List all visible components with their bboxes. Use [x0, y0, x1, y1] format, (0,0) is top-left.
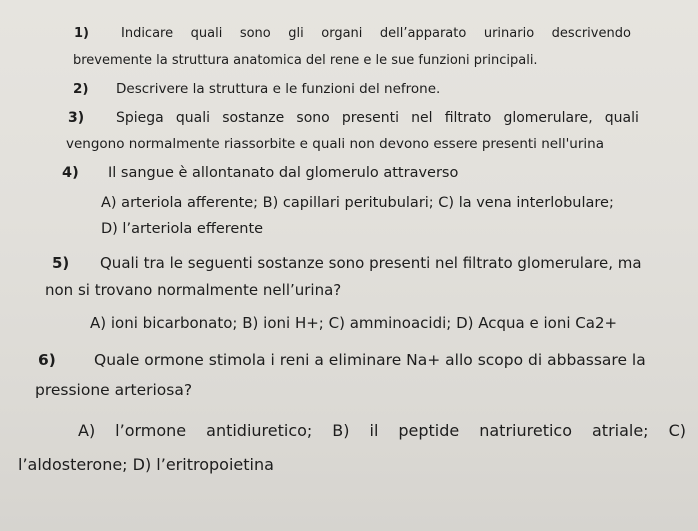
question-6-number: 6)	[38, 351, 56, 369]
q3-word: presenti	[341, 110, 399, 126]
question-5-options: A) ioni bicarbonato; B) ioni H+; C) amminoacidi; D) Acqua e ioni Ca2+	[90, 314, 618, 332]
q6-option-word: natriuretico	[479, 421, 572, 440]
q1-word: descrivendo	[551, 26, 631, 41]
q1-word: gli	[288, 26, 304, 41]
q3-word: glomerulare,	[503, 110, 593, 126]
q6-option-word: C)	[668, 421, 686, 440]
q1-word: sono	[239, 26, 271, 41]
q6-option-word: il	[369, 421, 379, 440]
q6-option-word: atriale;	[591, 421, 649, 440]
question-1-number: 1)	[74, 26, 89, 41]
question-4-number: 4)	[62, 165, 79, 181]
q3-word: sono	[296, 110, 330, 126]
question-4-options-line2: D) l’arteriola efferente	[101, 221, 264, 237]
q1-word: organi	[321, 26, 363, 41]
q3-word: quali	[175, 110, 211, 126]
question-2-text: Descrivere la struttura e le funzioni del nefrone.	[116, 81, 441, 97]
question-5-line2: non si trovano normalmente nell’urina?	[45, 281, 342, 299]
question-3-line1	[116, 110, 639, 126]
q3-word: Spiega	[116, 110, 164, 126]
q6-option-word: l’ormone	[115, 421, 187, 440]
q1-word: dell’apparato	[379, 26, 467, 41]
question-1-line2: brevemente la struttura anatomica del rene e le sue funzioni principali.	[73, 53, 538, 68]
q6-option-word: A)	[78, 421, 96, 440]
question-6-options-line2: l’aldosterone; D) l’eritropoietina	[18, 455, 274, 474]
q3-word: sostanze	[222, 110, 285, 126]
question-3-line2: vengono normalmente riassorbite e quali non devono essere presenti nell'urina	[66, 136, 604, 152]
question-5-line1: Quali tra le seguenti sostanze sono presenti nel filtrato glomerulare, ma	[100, 254, 642, 272]
question-2-number: 2)	[73, 81, 89, 97]
question-5-number: 5)	[52, 254, 70, 272]
question-6-line1: Quale ormone stimola i reni a eliminare Na+ allo scopo di abbassare la	[94, 351, 646, 369]
q6-option-word: antidiuretico;	[206, 421, 313, 440]
question-6-line2: pressione arteriosa?	[35, 381, 193, 399]
q6-option-word: B)	[332, 421, 350, 440]
q6-option-word: peptide	[398, 421, 460, 440]
q1-word: quali	[190, 26, 223, 41]
q1-word: Indicare	[121, 26, 174, 41]
question-6-options-line1	[78, 421, 686, 440]
question-4-options-line1: A) arteriola afferente; B) capillari peritubulari; C) la vena interlobulare;	[101, 195, 614, 211]
q1-word: urinario	[483, 26, 535, 41]
question-4-text: Il sangue è allontanato dal glomerulo attraverso	[108, 165, 459, 181]
q3-word: filtrato	[444, 110, 492, 126]
q3-word: nel	[411, 110, 433, 126]
question-1-line1	[121, 26, 631, 41]
question-3-number: 3)	[68, 110, 85, 126]
q3-word: quali	[604, 110, 639, 126]
